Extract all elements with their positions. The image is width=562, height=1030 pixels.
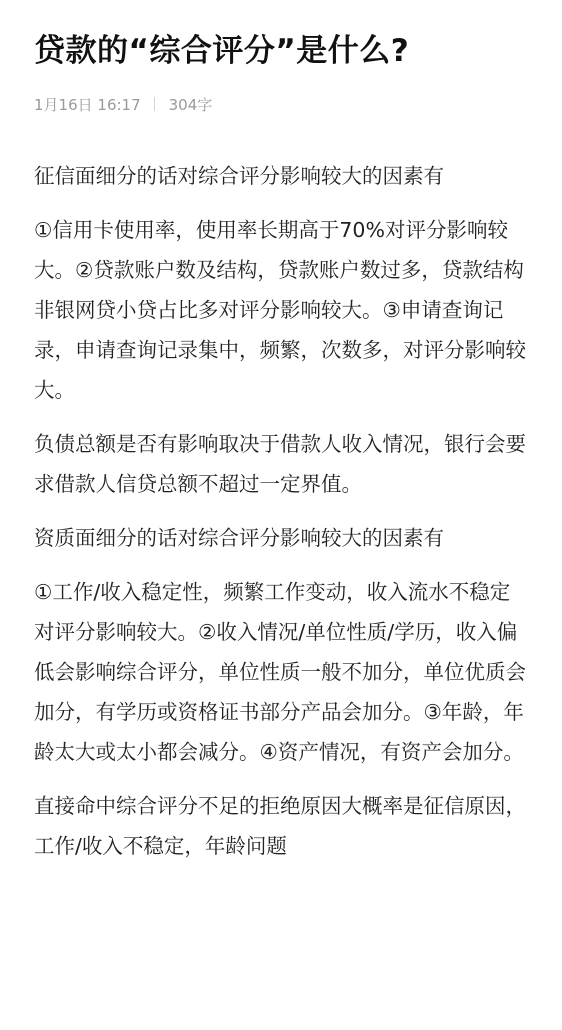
paragraph-conclusion: 直接命中综合评分不足的拒绝原因大概率是征信原因，工作/收入不稳定，年龄问题: [34, 794, 526, 858]
paragraph-qualification-factors: ①工作/收入稳定性，频繁工作变动，收入流水不稳定对评分影响较大。②收入情况/单位性质/学历，收入偏低会影响综合评分，单位性质一般不加分，单位优质会加分，有学历或资格证书部分产品会加分。③年龄，年龄太大或太小都会减分。④资产情况，有资产会加分。: [34, 580, 526, 764]
article-meta: [34, 93, 526, 115]
publish-date: 1月16日 16:17: [34, 95, 141, 114]
paragraph-credit-intro: 征信面细分的话对综合评分影响较大的因素有: [34, 164, 444, 188]
meta-divider: [154, 97, 155, 111]
article-title: 贷款的“综合评分”是什么?: [34, 33, 410, 69]
paragraph-debt: 负债总额是否有影响取决于借款人收入情况，银行会要求借款人信贷总额不超过一定界值。: [34, 432, 526, 496]
word-count: 304字: [168, 95, 213, 114]
article-body: [34, 156, 526, 866]
paragraph-credit-factors: ①信用卡使用率，使用率长期高于70%对评分影响较大。②贷款账户数及结构，贷款账户数过多，贷款结构非银网贷小贷占比多对评分影响较大。③申请查询记录，申请查询记录集中，频繁，次数多，对评分影响较大。: [34, 218, 526, 402]
paragraph-qualification-intro: 资质面细分的话对综合评分影响较大的因素有: [34, 526, 444, 550]
